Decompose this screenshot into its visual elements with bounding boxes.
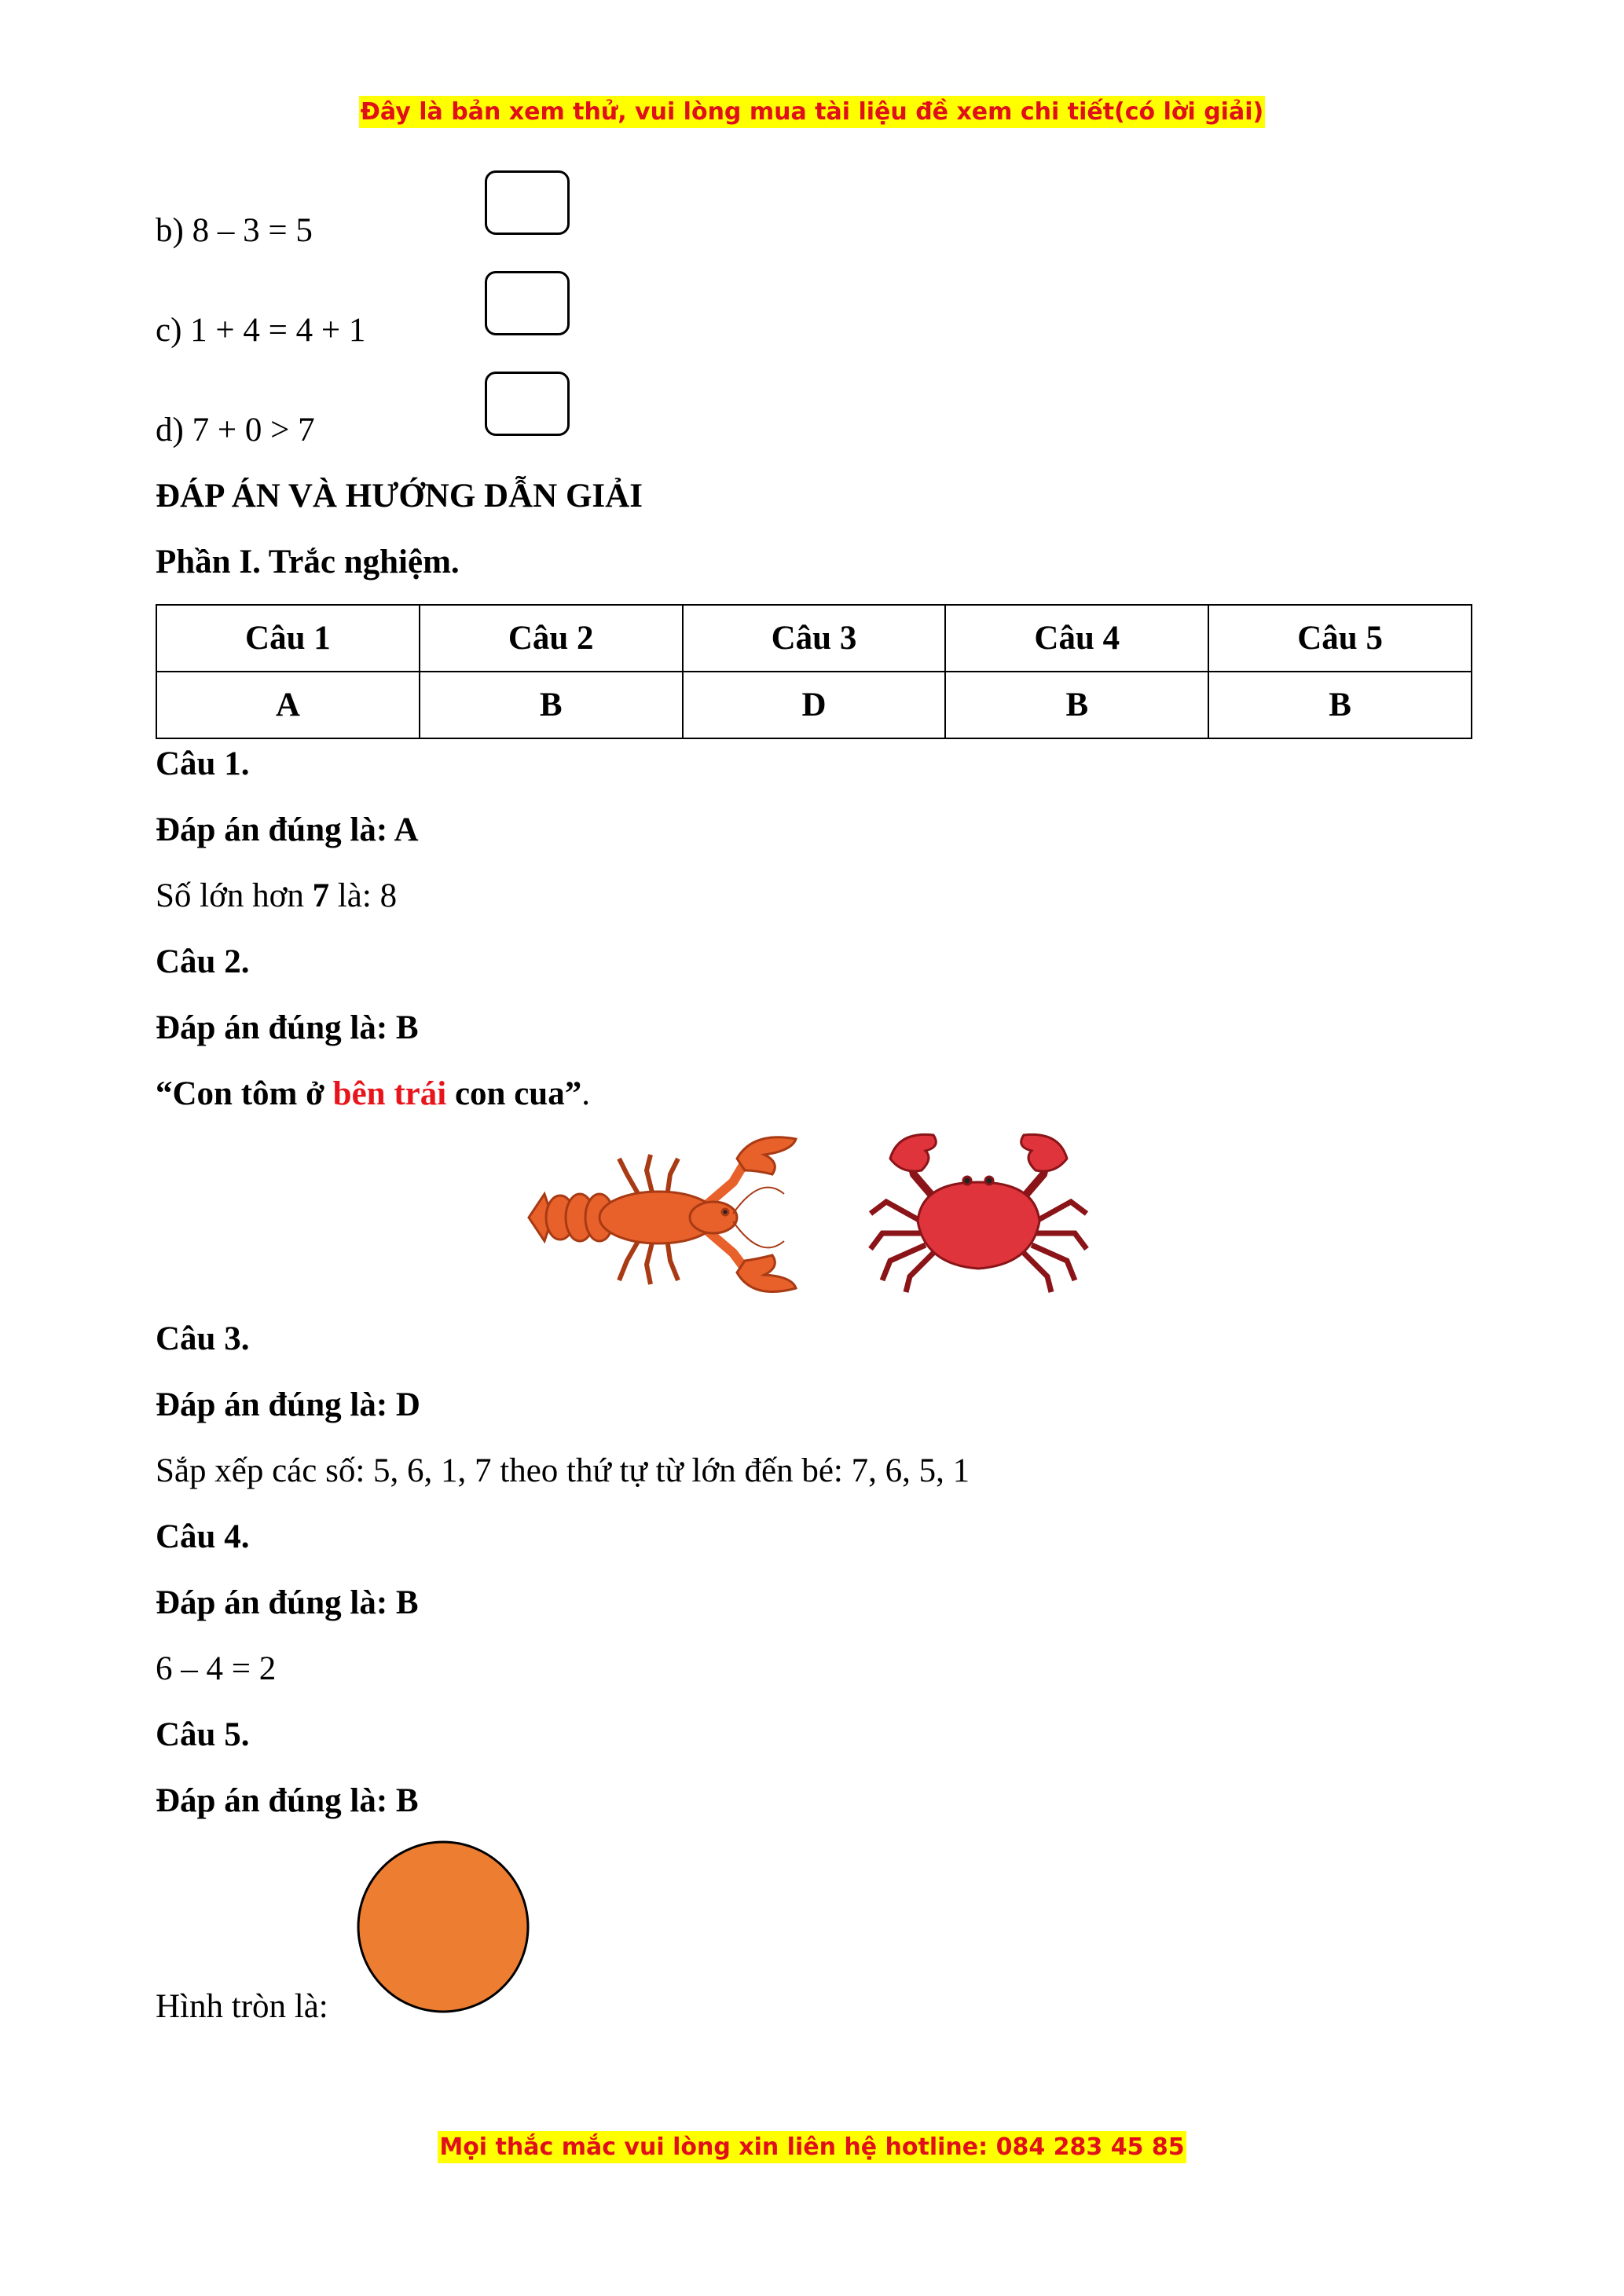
- table-answer-cell: A: [156, 672, 420, 738]
- table-header-cell: Câu 1: [156, 605, 420, 672]
- answer-box-b[interactable]: [485, 170, 570, 235]
- answer-table: [156, 604, 1472, 739]
- exercise-item-b: b) 8 – 3 = 5: [156, 212, 313, 249]
- q1-explanation: Số lớn hơn 7 là: 8: [156, 877, 398, 914]
- q3-title: Câu 3.: [156, 1320, 250, 1357]
- q4-explanation: 6 – 4 = 2: [156, 1650, 277, 1687]
- answer-box-c[interactable]: [485, 271, 570, 335]
- q3-answer: Đáp án đúng là: D: [156, 1386, 420, 1423]
- part1-heading: Phần I. Trắc nghiệm.: [156, 544, 460, 580]
- exercise-item-c: c) 1 + 4 = 4 + 1: [156, 312, 366, 349]
- table-answer-cell: B: [945, 672, 1208, 738]
- q5-explanation: Hình tròn là:: [156, 1988, 328, 2025]
- q1-answer: Đáp án đúng là: A: [156, 811, 419, 848]
- answer-table-header-row: [156, 605, 1472, 672]
- q2-title: Câu 2.: [156, 943, 250, 980]
- q4-answer: Đáp án đúng là: B: [156, 1584, 419, 1621]
- q2-quote: “Con tôm ở bên trái con cua”.: [156, 1075, 590, 1112]
- q3-explanation: Sắp xếp các số: 5, 6, 1, 7 theo thứ tự từ lớn đến bé: 7, 6, 5, 1: [156, 1452, 970, 1489]
- table-answer-cell: B: [420, 672, 683, 738]
- table-header-cell: Câu 4: [945, 605, 1208, 672]
- exercise-item-d: d) 7 + 0 > 7: [156, 412, 315, 449]
- table-answer-cell: B: [1208, 672, 1472, 738]
- crab-image: [867, 1127, 1091, 1296]
- orange-circle-shape: [355, 1839, 531, 2015]
- answer-box-d[interactable]: [485, 372, 570, 436]
- answer-table-answer-row: [156, 672, 1472, 738]
- footer-banner: Mọi thắc mắc vui lòng xin liên hệ hotline: 084 283 45 85: [0, 2136, 1624, 2159]
- table-answer-cell: D: [683, 672, 946, 738]
- table-header-cell: Câu 3: [683, 605, 946, 672]
- q5-answer: Đáp án đúng là: B: [156, 1782, 419, 1819]
- q4-title: Câu 4.: [156, 1518, 250, 1555]
- table-header-cell: Câu 5: [1208, 605, 1472, 672]
- q5-title: Câu 5.: [156, 1716, 250, 1753]
- table-header-cell: Câu 2: [420, 605, 683, 672]
- answers-heading: ĐÁP ÁN VÀ HƯỚNG DẪN GIẢI: [156, 478, 643, 514]
- q1-title: Câu 1.: [156, 745, 250, 782]
- q2-answer: Đáp án đúng là: B: [156, 1009, 419, 1046]
- header-banner: Đây là bản xem thử, vui lòng mua tài liệu đề xem chi tiết(có lời giải): [0, 101, 1624, 124]
- lobster-image: [525, 1127, 800, 1296]
